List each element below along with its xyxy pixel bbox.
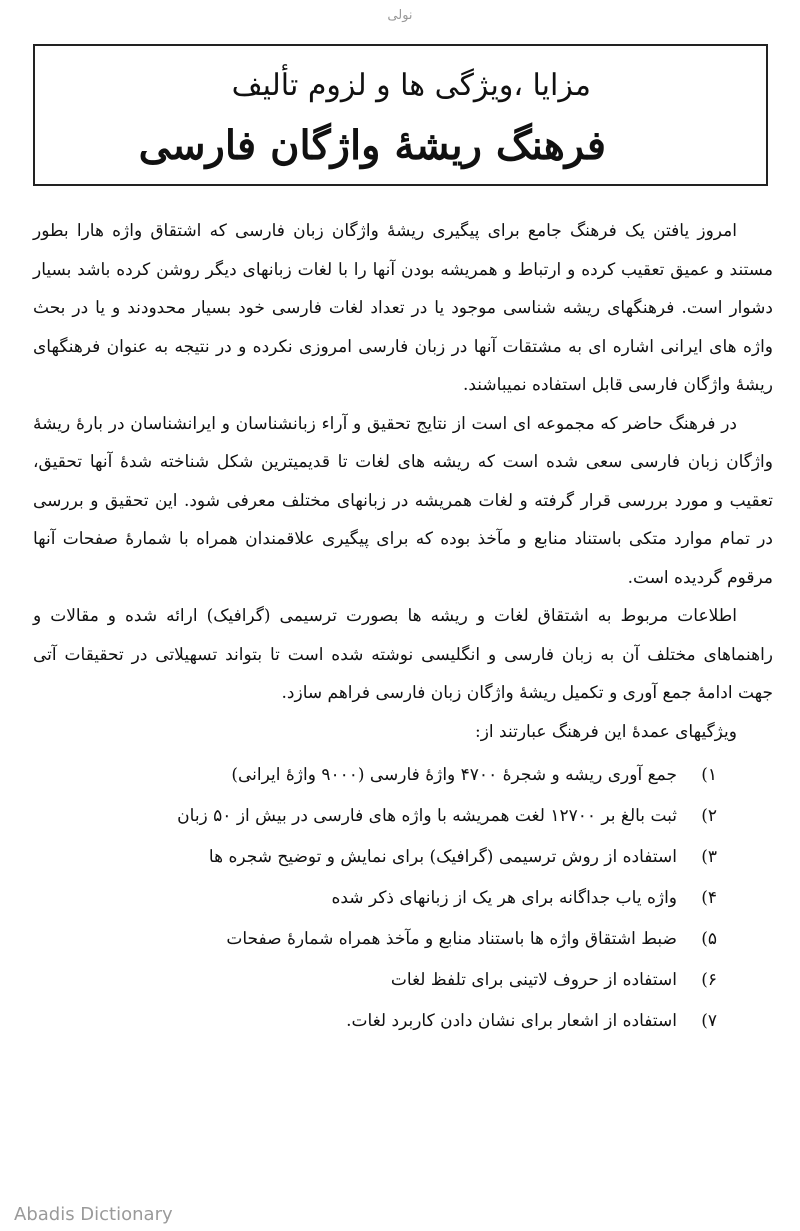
list-item-number: ۴) [701,888,717,908]
list-item-number: ۷) [701,1011,717,1031]
list-item-number: ۱) [701,765,717,785]
list-item [33,960,717,1001]
list-item [33,796,717,837]
list-item [33,1001,717,1042]
list-item [33,919,717,960]
title-line-1: مزایا ،ویژگی ها و لزوم تألیف [231,68,591,103]
list-item [33,837,717,878]
list-item-text: استفاده از حروف لاتینی برای تلفظ لغات [390,970,677,990]
features-intro: ویژگیهای عمدۀ این فرهنگ عبارتند از: [474,721,737,742]
watermark-label: Abadis Dictionary [14,1204,173,1225]
list-item-text: جمع آوری ریشه و شجرۀ ۴۷۰۰ واژۀ فارسی (۹۰۰۰ واژۀ ایرانی) [231,765,677,785]
paragraph-2: در فرهنگ حاضر که مجموعه ای است از نتایج تحقیق و آراء زبانشناسان و ایرانشناسان در بارۀ ریشۀ واژگان زبان فارسی سعی شده است که ریشه های لغات تا قدیمیترین شکل شناخته شدۀ آنها تحقیق، تعقیب و مورد بررسی قرار گرفته و لغات همریشه در زبانهای مختلف معرفی شود. این تحقیق و بررسی در تمام موارد متکی باستناد منابع و مآخذ بوده که برای پیگیری علاقمندان همراه با شمارۀ صفحات آنها مرقوم گردیده است. [33,413,773,588]
list-item-number: ۲) [701,806,717,826]
features-list [33,755,773,1042]
list-item-text: ضبط اشتقاق واژه ها باستناد منابع و مآخذ همراه شمارۀ صفحات [226,929,677,949]
list-item-number: ۶) [701,970,717,990]
list-item-text: واژه یاب جداگانه برای هر یک از زبانهای ذکر شده [331,888,677,908]
list-item-text: ثبت بالغ بر ۱۲۷۰۰ لغت همریشه با واژه های فارسی در بیش از ۵۰ زبان [177,806,677,826]
title-line-2: فرهنگ ریشۀ واژگان فارسی [138,122,606,169]
paragraph-1: امروز یافتن یک فرهنگ جامع برای پیگیری ریشۀ واژگان زبان فارسی که اشتقاق واژه هارا بطور مستند و عمیق تعقیب کرده و ارتباط و همریشه بودن آنها را با لغات زبانهای دیگر روشن کرده باشد بسیار دشوار است. فرهنگهای ریشه شناسی موجود یا در تعداد لغات فارسی خود بسیار محدودند و یا در بحث واژه های ایرانی اشاره ای به مشتقات آنها در زبان فارسی امروزی نکرده و در نتیجه به عنوان فرهنگهای ریشۀ واژگان فارسی قابل استفاده نمیباشند. [33,221,773,395]
title-box [33,44,768,186]
document-body [33,212,773,1042]
page-header-label: نولی [387,8,413,23]
list-item-text: استفاده از روش ترسیمی (گرافیک) برای نمایش و توضیح شجره ها [208,847,677,867]
list-item-number: ۳) [701,847,717,867]
list-item-text: استفاده از اشعار برای نشان دادن کاربرد لغات. [346,1011,677,1031]
list-item [33,878,717,919]
paragraph-3: اطلاعات مربوط به اشتقاق لغات و ریشه ها بصورت ترسیمی (گرافیک) ارائه شده و مقالات و راهنماهای مختلف آن به زبان فارسی و انگلیسی نوشته شده است تا بتواند تسهیلاتی در تحقیقات آتی جهت ادامۀ جمع آوری و تکمیل ریشۀ واژگان زبان فارسی فراهم سازد. [33,606,773,703]
list-item [33,755,717,796]
list-item-number: ۵) [701,929,717,949]
